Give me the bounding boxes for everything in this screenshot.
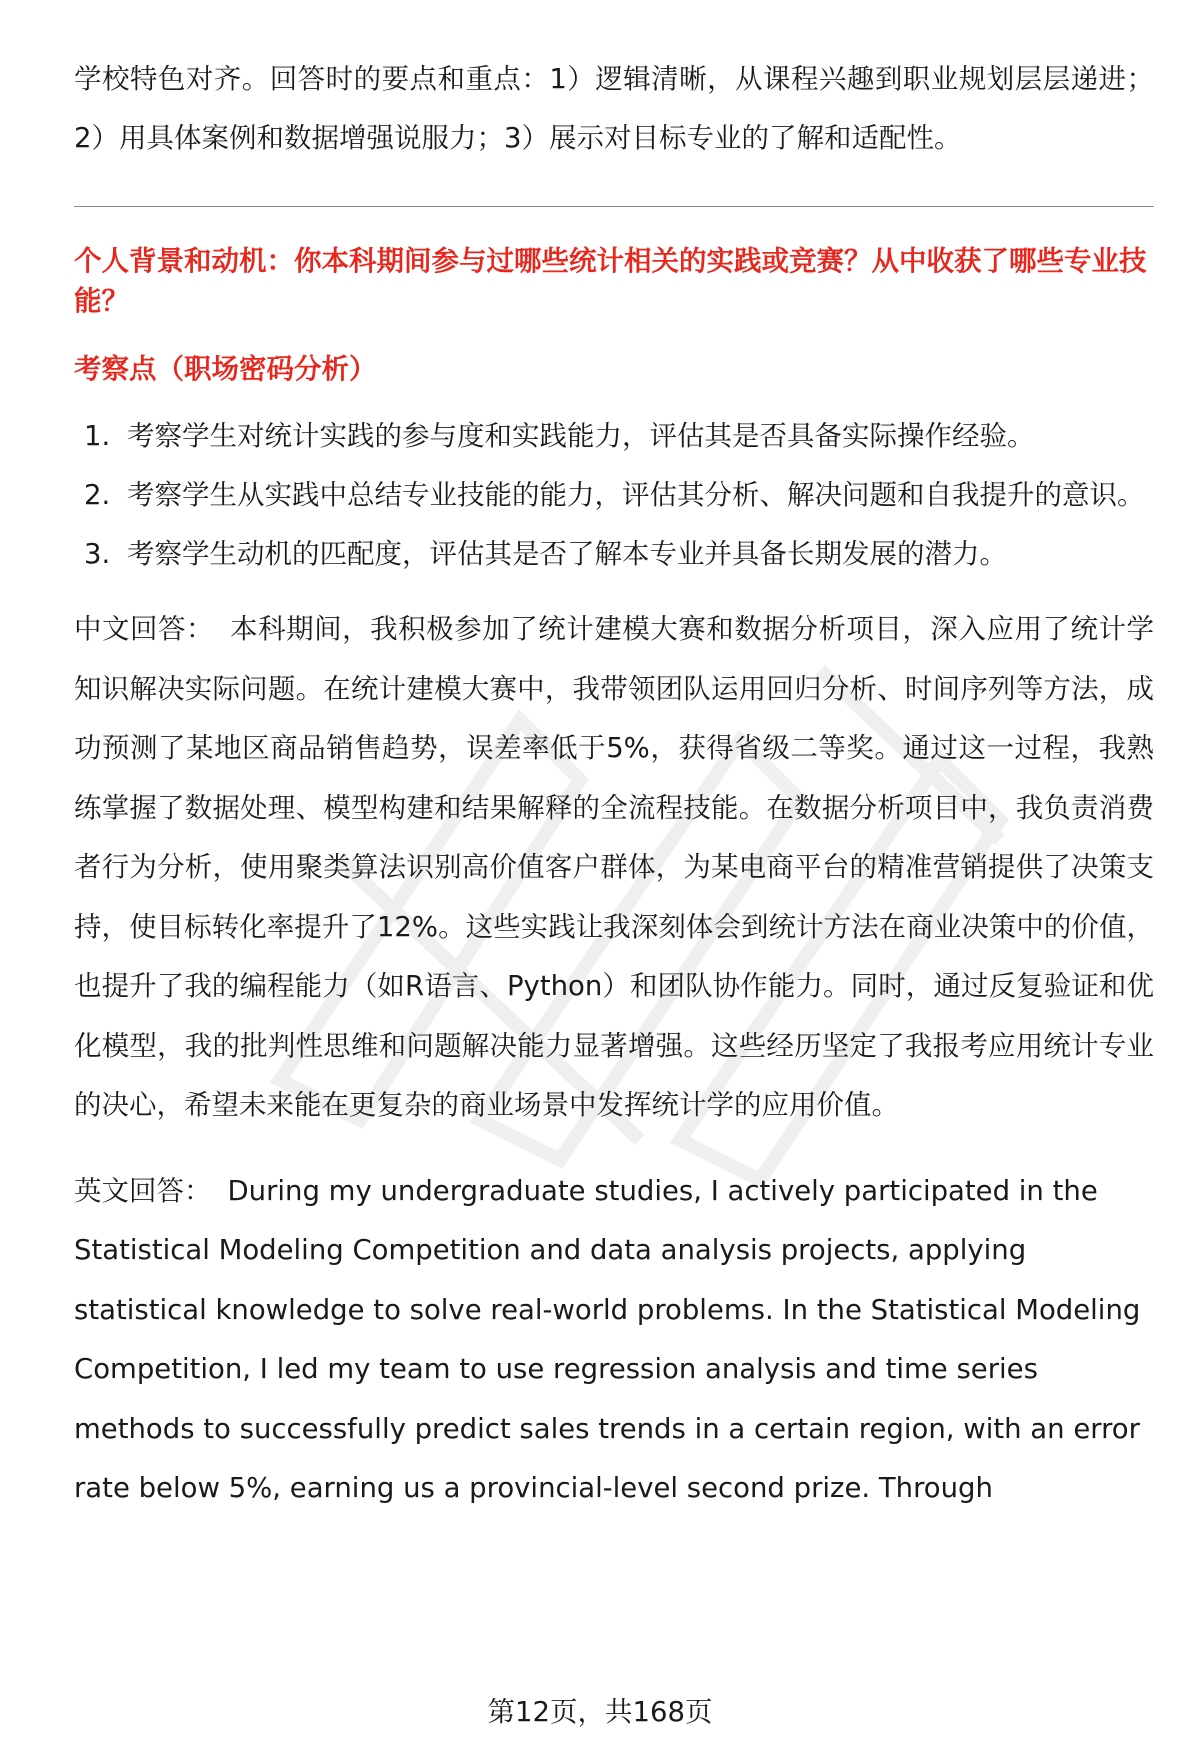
intro-paragraph: 学校特色对齐。回答时的要点和重点：1）逻辑清晰，从课程兴趣到职业规划层层递进；2）用具体案例和数据增强说服力；3）展示对目标专业的了解和适配性。 xyxy=(74,63,1154,154)
list-item xyxy=(74,525,1154,584)
english-answer-label: 英文回答： xyxy=(74,1174,212,1207)
exam-points-list xyxy=(74,407,1154,584)
list-item-number: 3. xyxy=(84,538,111,570)
exam-points-heading: 考察点（职场密码分析） xyxy=(74,353,377,385)
english-answer xyxy=(74,1162,1154,1519)
chinese-answer xyxy=(74,600,1154,1136)
list-item-text: 考察学生动机的匹配度，评估其是否了解本专业并具备长期发展的潜力。 xyxy=(127,538,1007,570)
chinese-answer-label: 中文回答： xyxy=(74,613,215,645)
section-divider xyxy=(74,206,1154,207)
page-footer: 第12页，共168页 xyxy=(487,1696,713,1728)
english-answer-text: During my undergraduate studies, I actively participated in the Statistical Modeling Competition and data analysis projects, applying statistical knowledge to solve real-world problems. In the Statistical Modeling Competition, I led my team to use regression analysis and time series methods to successfully predict sales trends in a certain region, with an error rate below 5%, earning us a provincial-level second prize. Through xyxy=(74,1174,1141,1504)
list-item-text: 考察学生对统计实践的参与度和实践能力，评估其是否具备实际操作经验。 xyxy=(127,420,1035,452)
list-item-number: 1. xyxy=(84,420,111,452)
question-heading: 个人背景和动机：你本科期间参与过哪些统计相关的实践或竞赛？从中收获了哪些专业技能？ xyxy=(74,245,1147,317)
list-item xyxy=(74,466,1154,525)
document-page xyxy=(74,50,1154,1519)
list-item-text: 考察学生从实践中总结专业技能的能力，评估其分析、解决问题和自我提升的意识。 xyxy=(127,479,1145,511)
chinese-answer-text: 本科期间，我积极参加了统计建模大赛和数据分析项目，深入应用了统计学知识解决实际问题。在统计建模大赛中，我带领团队运用回归分析、时间序列等方法，成功预测了某地区商品销售趋势，误差率低于5%，获得省级二等奖。通过这一过程，我熟练掌握了数据处理、模型构建和结果解释的全流程技能。在数据分析项目中，我负责消费者行为分析，使用聚类算法识别高价值客户群体，为某电商平台的精准营销提供了决策支持，使目标转化率提升了12%。这些实践让我深刻体会到统计方法在商业决策中的价值，也提升了我的编程能力（如R语言、Python）和团队协作能力。同时，通过反复验证和优化模型，我的批判性思维和问题解决能力显著增强。这些经历坚定了我报考应用统计专业的决心，希望未来能在更复杂的商业场景中发挥统计学的应用价值。 xyxy=(74,613,1155,1121)
list-item-number: 2. xyxy=(84,479,111,511)
list-item xyxy=(74,407,1154,466)
